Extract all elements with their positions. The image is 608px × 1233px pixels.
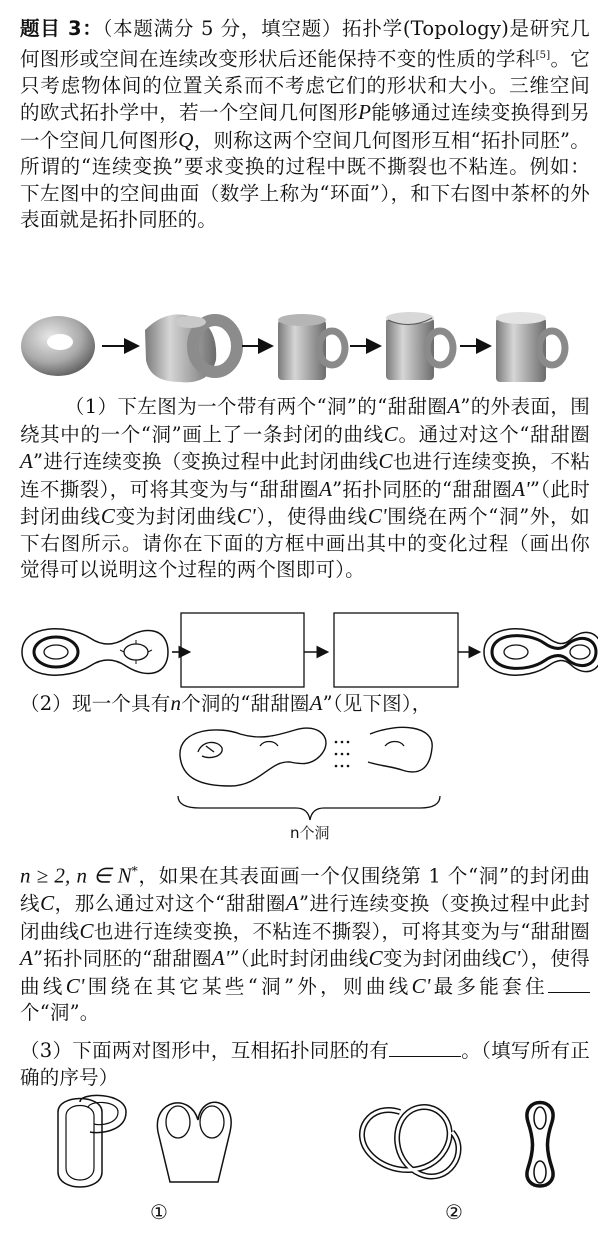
deforming-torus-shape — [145, 314, 237, 382]
figure-eight-shape — [527, 1103, 553, 1187]
answer-blank-3[interactable] — [389, 1055, 461, 1057]
reference-mark: [5] — [535, 49, 551, 61]
brace — [178, 796, 440, 820]
homeomorphism-pairs-figure — [40, 1092, 580, 1202]
part3-text: （3）下面两对图形中，互相拓扑同胚的有 。（填写所有正确的序号） — [20, 1039, 590, 1089]
two-hole-handle-shape — [157, 1102, 231, 1182]
problem-title: 题目 3： — [20, 17, 103, 40]
ellipsis-dots — [335, 741, 350, 768]
knotted-tube-shape — [362, 1107, 459, 1177]
double-torus-left — [22, 629, 168, 675]
n-hole-donut-figure — [170, 716, 450, 826]
mug-shape-2 — [386, 312, 453, 380]
problem-intro: 题目 3：（本题满分 5 分，填空题）拓扑学(Topology)是研究几何图形或空间在连续改变形状后还能保持不变的性质的学科[5]。它只考虑物体间的位置关系而不考虑它们的形状和大小。三维空间的欧式拓扑学中，若一个空间几何图形P能够通过连续变换得到另一个空间几何图形Q，则称这两个空间几何图形互相“拓扑同胚”。所谓的“连续变换”要求变换的过程中既不撕裂也不粘连。例如：下左图中的空间曲面（数学上称为“环面”），和下右图中茶杯的外表面就是拓扑同胚的。 — [20, 17, 591, 231]
linked-rings-shape — [58, 1095, 126, 1187]
answer-blank-2[interactable] — [548, 991, 590, 993]
double-torus-right — [484, 629, 598, 675]
part2-line1: （2）现一个具有n个洞的“甜甜圈A”（见下图）， — [20, 691, 432, 715]
answer-box-1[interactable] — [181, 613, 304, 687]
answer-box-2[interactable] — [334, 613, 458, 687]
double-torus-transformation-figure — [18, 610, 598, 692]
n-condition: n ≥ 2, n ∈ N — [20, 863, 132, 888]
option-label-2: ② — [445, 1200, 463, 1224]
option-label-1: ① — [150, 1200, 168, 1224]
torus-shape — [21, 316, 95, 376]
brace-label: n个洞 — [290, 824, 330, 842]
mug-shape-3 — [496, 312, 565, 382]
mug-shape-1 — [278, 314, 345, 380]
torus-to-mug-figure — [20, 300, 590, 390]
part2-text: n ≥ 2, n ∈ N*，如果在其表面画一个仅围绕第 1 个“洞”的封闭曲线C，那么通过对这个“甜甜圈A”进行连续变换（变换过程中此封闭曲线C也进行连续变换，不粘连不撕裂），可将其变为与“甜甜圈A”拓扑同胚的“甜甜圈A'”（此时封闭曲线C变为封闭曲线C'），使得曲线C'围绕在其它某些“洞”外，则曲线C'最多能套住个“洞”。 — [20, 863, 591, 1024]
part1-text: （1）下左图为一个带有两个“洞”的“甜甜圈A”的外表面，围绕其中的一个“洞”画上了一条封闭的曲线C。通过对这个“甜甜圈A”进行连续变换（变换过程中此封闭曲线C也进行连续变换，不粘连不撕裂），可将其变为与“甜甜圈A”拓扑同胚的“甜甜圈A'”（此时封闭曲线C变为封闭曲线C'），使得曲线C'围绕在两个“洞”外，如下右图所示。请你在下面的方框中画出其中的变化过程（画出你觉得可以说明这个过程的两个图即可）。 — [20, 394, 591, 581]
